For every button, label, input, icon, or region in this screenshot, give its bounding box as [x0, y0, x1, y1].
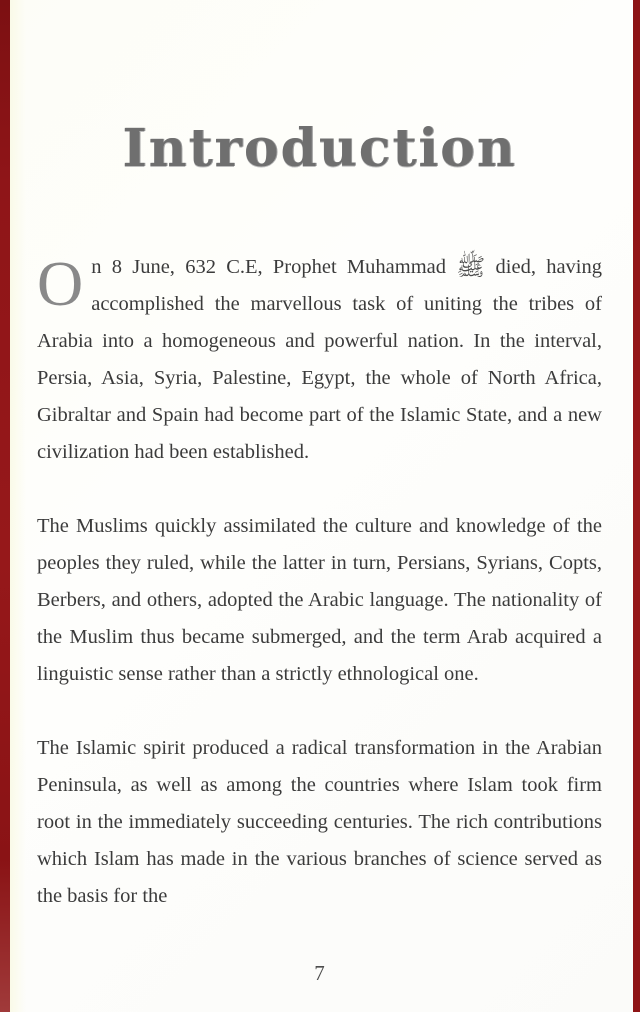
drop-cap: O — [37, 248, 84, 319]
body-text — [37, 249, 602, 915]
pbuh-honorific-symbol: ﷺ — [456, 255, 486, 281]
page-number: 7 — [314, 961, 326, 985]
paragraph-1-text-before: n 8 June, 632 C.E, Prophet Muhammad — [91, 256, 457, 278]
page-title: Introduction — [122, 118, 517, 179]
paragraph-1 — [37, 249, 602, 471]
page-content — [37, 0, 602, 915]
book-cover-edge-left — [0, 0, 10, 1012]
paragraph-1-text-after: died, having accomplished the marvellous task of uniting the tribes of Arabia into a homogeneous and powerful nation. In the interval, Persia, Asia, Syria, Palestine, Egypt, the whole of North Africa, Gibraltar and Spain had become part of the Islamic State, and a new civilization had been established. — [37, 256, 602, 463]
scan-edge-tint — [10, 0, 26, 1012]
book-cover-edge-right — [633, 0, 640, 1012]
paragraph-2: The Muslims quickly assimilated the culture and knowledge of the peoples they ruled, while the latter in turn, Persians, Syrians, Copts, Berbers, and others, adopted the Arabic language. The nationality of the Muslim thus became submerged, and the term Arab acquired a linguistic sense rather than a strictly ethnological one. — [37, 515, 602, 685]
paragraph-3: The Islamic spirit produced a radical transformation in the Arabian Peninsula, as well as among the countries where Islam took firm root in the immediately succeeding centuries. The rich contributions which Islam has made in the various branches of science served as the basis for the — [37, 737, 602, 907]
